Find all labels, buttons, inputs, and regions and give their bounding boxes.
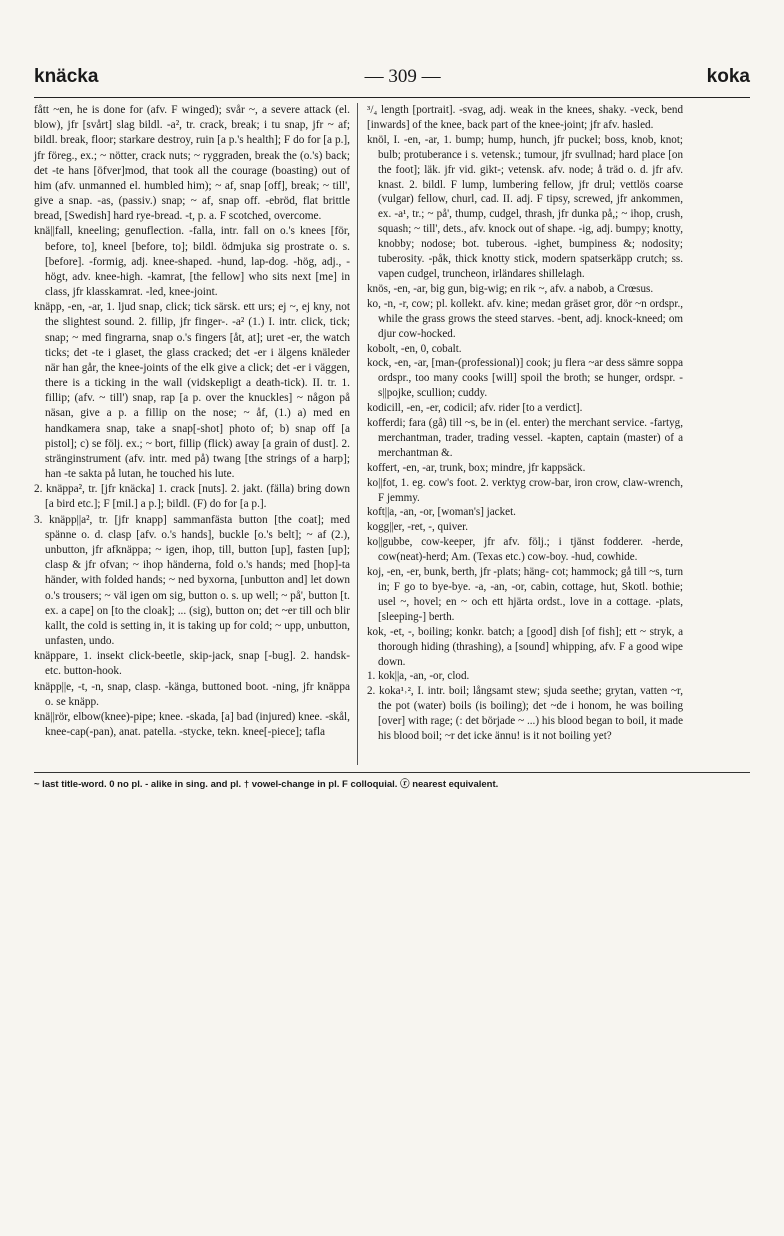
dictionary-entry: kok, -et, -, boiling; konkr. batch; a [good] dish [of fish]; ett ~ stryk, a thorough hiding (thrashing), a [sound] whipping, afv. F a good wipe down. xyxy=(367,625,683,668)
dictionary-entry: kobolt, -en, 0, cobalt. xyxy=(367,342,462,355)
dictionary-entry: ³/₄ length [portrait]. -svag, adj. weak in the knees, shaky. -veck, bend [inwards] of the knee, back part of the knee-joint; jfr afv. hasled. xyxy=(367,104,683,131)
dictionary-entry: ko||fot, 1. eg. cow's foot. 2. verktyg crow-bar, iron crow, claw-wrench, F jemmy. xyxy=(367,476,683,504)
dictionary-entry: knä||fall, kneeling; genuflection. -falla, intr. fall on o.'s knees [för, before, to], kneel [before, to]; bildl. ödmjuka sig prostrate o. s. [before]. -formig, adj. knee-shaped. -hund, lap-dog. -hög, adj., -högt, adv. knee-high. -kamrat, [the fellow] who sits next [me] in class, jfr klasskamrat. -led, knee-joint. xyxy=(34,225,350,299)
dictionary-entry: kogg||er, -ret, -, quiver. xyxy=(367,521,469,534)
dictionary-entry: 1. kok||a, -an, -or, clod. xyxy=(367,670,470,683)
dictionary-entry: knäpp||e, -t, -n, snap, clasp. -känga, buttoned boot. -ning, jfr knäppa o. se knäpp. xyxy=(34,680,350,708)
page-number: — 309 — xyxy=(364,66,441,87)
dictionary-entry: fått ~en, he is done for (afv. F winged); svår ~, a severe attack (el. blow), jfr [svårt] slag bildl. -a², tr. crack, break; i tu snap, jfr ~ af; bildl. break, floor; starkare destroy, ruin [a p.'s health]; F do for [a p.], jfr föreg., ex.; ~ nötter, crack nuts; ~ ryggraden, break the (o.'s) back; det -te hans [öfver]mod, that took all the courage (boasting) out of him (afv. unmanned el. humbled him); ~ af, snap [off], break; ~ till', give a snap. -as, (passiv.) snap; ~ af, snap off. -ebröd, flat brittle bread, [Swedish] hard rye-bread. -t, p. a. F scotched, overcome. xyxy=(34,104,350,223)
page-header xyxy=(34,66,750,94)
dictionary-entry: kofferdi; fara (gå) till ~s, be in (el. enter) the merchant service. -fartyg, merchantman, trader, trading vessel. -kapten, captain (master) of a merchantman &. xyxy=(367,417,683,459)
left-running-headword: knäcka xyxy=(34,66,99,87)
dictionary-entry: kock, -en, -ar, [man-(professional)] cook; ju flera ~ar dess sämre soppa ordspr., too many cooks [will] spoil the broth; se hunger, ordspr. -s||pojke, scullion; cuddy. xyxy=(367,357,683,400)
right-running-headword: koka xyxy=(706,66,750,87)
abbreviation-legend: ~ last title-word. 0 no pl. - alike in sing. and pl. † vowel-change in pl. F colloquial. ⓡ nearest equivalent. xyxy=(34,779,499,790)
dictionary-entry: koft||a, -an, -or, [woman's] jacket. xyxy=(367,506,516,519)
dictionary-entry: knäppare, 1. insekt click-beetle, skip-jack, snap [-bug]. 2. handsk- etc. button-hook. xyxy=(34,650,350,678)
dictionary-entry: knäpp, -en, -ar, 1. ljud snap, click; tick särsk. ett urs; ej ~, ej kny, not the slightest sound. 2. fillip, jfr finger-. -a² (1.) I. intr. click, tick; snap; ~ med fingrarna, snap o.'s fingers [åt, at]; uret -er, the watch ticks; det -te i glaset, the glass cracked; det -er i älgens knäleder när han går, the knee-joints of the elk give a click; det -er i väggen, there is a ticking in the wall (vidskepligt a death-tick). II. tr. 1. fillip; (afv. ~ till') snap, rap [a p. over the knuckles] ~ någon på näsan, give a p. a fillip on the nose; ~ åf, (1.) a) med en handkamera snap, take a snap[-shot] photo of; b) snap off [a pistol]; c) se följ. ex.; ~ bort, fillip (flick) away [a grain of dust]. 2. stränginstrument (afv. intr. med på) twang [the strings of a harp]; han -te sakta på lutan, he touched his lute. xyxy=(34,301,350,481)
dictionary-entry: koffert, -en, -ar, trunk, box; mindre, jfr kappsäck. xyxy=(367,461,586,474)
dictionary-entry: knä||rör, elbow(knee)-pipe; knee. -skada, [a] bad (injured) knee. -skål, knee-cap(-pan), anat. patella. -stycke, tekn. knee[-piece]; tafla xyxy=(34,710,350,739)
dictionary-entry: 2. knäppa², tr. [jfr knäcka] 1. crack [nuts]. 2. jakt. (fälla) bring down [a bird etc.]; F [mil.] a p.]; bildl. (F) do for [a p.]. xyxy=(34,483,350,511)
column-divider xyxy=(357,103,358,765)
dictionary-entry: kodicill, -en, -er, codicil; afv. rider [to a verdict]. xyxy=(367,402,583,415)
dictionary-entry: knöl, I. -en, -ar, 1. bump; hump, hunch, jfr puckel; boss, knob, knot; bulb; protuberance i s. vetensk.; tumour, jfr svullnad; hard place [on the foot]; läk. jfr vid. gikt-; vetensk. afv. node; å träd o. d. jfr afv. knast. 2. bildl. F lump, lumbering fellow, jfr drul; vettlös coarse (vulgar) fellow, churl, cad. II. adj. F tipsy, screwed, jfr ankommen, ex. -a¹, tr.; ~ på', thump, cudgel, thrash, jfr dunka på,; ~ ihop, crush, squash; ~ till', dets., afv. knock out of shape. -ig, adj. bumpy; knotty, knobby; nodose; bot. tuberous. -ighet, bumpiness &; nodosity; tuberosity. -påk, thick knotty stick, modern spatserkäpp crutch; ss. vapen cudgel, truncheon, irländares shillelagh. xyxy=(367,133,683,280)
header-rule xyxy=(34,97,750,98)
footer-rule xyxy=(34,772,750,773)
right-column xyxy=(367,103,683,744)
dictionary-entry: ko, -n, -r, cow; pl. kollekt. afv. kine; medan gräset gror, dör ~n ordspr., while the grass grows the steed starves. -bent, adj. knock-kneed; om djur cow-hocked. xyxy=(367,297,683,340)
dictionary-entry: ko||gubbe, cow-keeper, jfr afv. följ.; i tjänst fodderer. -herde, cow(neat)-herd; Am. (Texas etc.) cow-boy. -hud, cowhide. xyxy=(367,536,683,564)
dictionary-entry: 3. knäpp||a², tr. [jfr knapp] sammanfästa button [the coat]; med spänne o. d. clasp [afv. o.'s hands], buckle [o.'s belt]; ~ af (2.), unbutton, jfr afknäppa; ~ igen, ihop, till, button [up], fasten [up]; clasp & jfr ofvan; ~ ihop händerna, fold o.'s hands; med [hop]-ta händer, with folded hands; ~ ned byxorna, [unbutton and] let down o.'s trousers; ~ väl igen om sig, button o. s. up well; ~ på', button [t. ex. a cape] on [to the cloak]; ... (sig), button on; det ~er till och blir kallt, the cold is setting in, it is taking up for cold; ~ upp, unbutton, unfasten, undo. xyxy=(34,513,350,648)
dictionary-entry: 2. koka¹˒², I. intr. boil; långsamt stew; sjuda seethe; grytan, vatten ~r, the pot (water) boils (is boiling); det ~de i honom, he was boiling [over] with rage; (: det började ~ ...) his blood began to boil, it made his blood boil; ~r det icke ännu! is it not boiling yet? xyxy=(367,685,683,743)
dictionary-entry: koj, -en, -er, bunk, berth, jfr -plats; häng- cot; hammock; gå till ~s, turn in; F go to bye-bye. -a, -an, -or, cabin, cottage, hut, Skotl. bothie; usel ~, hovel; en ~ och ett hjärta ordst., love in a cottage. -plats, [sleeping-] berth. xyxy=(367,566,683,623)
left-column xyxy=(34,103,350,740)
dictionary-entry: knös, -en, -ar, big gun, big-wig; en rik ~, afv. a nabob, a Crœsus. xyxy=(367,282,654,295)
